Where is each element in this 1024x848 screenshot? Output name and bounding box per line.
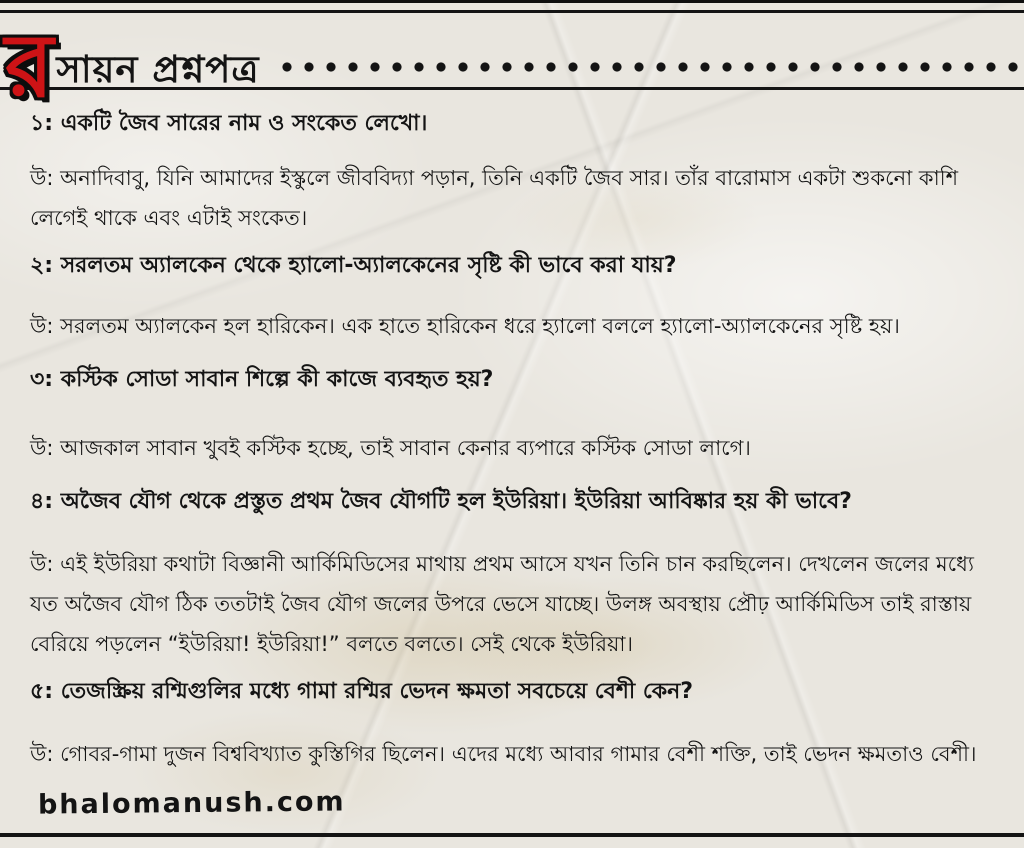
question-2: ২: সরলতম অ্যালকেন থেকে হ্যালো-অ্যালকেনের সৃষ্টি কী ভাবে করা যায়? <box>30 253 677 278</box>
answer-3: উ: আজকাল সাবান খুবই কস্টিক হচ্ছে, তাই সাবান কেনার ব্যপারে কস্টিক সোডা লাগে। <box>30 436 751 460</box>
dotted-leader-line <box>282 62 1024 72</box>
answer-2: উ: সরলতম অ্যালকেন হল হারিকেন। এক হাতে হারিকেন ধরে হ্যালো বললে হ্যালো-অ্যালকেনের সৃষ্টি হয়। <box>30 314 900 338</box>
red-dropcap-letter: র <box>5 14 54 117</box>
footer-rule <box>0 833 1024 837</box>
question-4: ৪: অজৈব যৌগ থেকে প্রস্তুত প্রথম জৈব যৌগটি হল ইউরিয়া। ইউরিয়া আবিষ্কার হয় কী ভাবে? <box>30 489 852 514</box>
question-1: ১: একটি জৈব সারের নাম ও সংকেত লেখো। <box>30 111 428 136</box>
page-header <box>5 14 1024 117</box>
question-5: ৫: তেজস্ক্রিয় রশ্মিগুলির মধ্যে গামা রশ্মির ভেদন ক্ষমতা সবচেয়ে বেশী কেন? <box>30 679 694 704</box>
answer-4: উ: এই ইউরিয়া কথাটা বিজ্ঞানী আর্কিমিডিসের মাথায় প্রথম আসে যখন তিনি চান করছিলেন। দেখলেন জলের মধ্যে যত অজৈব যৌগ ঠিক ততটাই জৈব যৌগ জলের উপরে ভেসে যাচ্ছে। উলঙ্গ অবস্থায় প্রৌঢ় আর্কিমিডিস তাই রাস্তায় বেরিয়ে পড়লেন “ইউরিয়া! ইউরিয়া!” বলতে বলতে। সেই থেকে ইউরিয়া। <box>30 552 974 656</box>
answer-1: উ: অনাদিবাবু, যিনি আমাদের ইস্কুলে জীববিদ্যা পড়ান, তিনি একটি জৈব সার। তাঁর বারোমাস একটা শুকনো কাশি লেগেই থাকে এবং এটাই সংকেত। <box>30 166 959 230</box>
header-top-rule <box>0 10 1024 13</box>
page-title: সায়ন প্রশ্নপত্র <box>56 48 260 91</box>
answer-5: উ: গোবর-গামা দুজন বিশ্ববিখ্যাত কুস্তিগির ছিলেন। এদের মধ্যে আবার গামার বেশী শক্তি, তাই ভেদন ক্ষমতাও বেশী। <box>30 742 977 766</box>
top-border-strip <box>0 0 1024 3</box>
question-3: ৩: কস্টিক সোডা সাবান শিল্পে কী কাজে ব্যবহৃত হয়? <box>30 367 494 392</box>
website-url: bhalomanush.com <box>37 786 346 821</box>
qa-content <box>30 100 1000 774</box>
